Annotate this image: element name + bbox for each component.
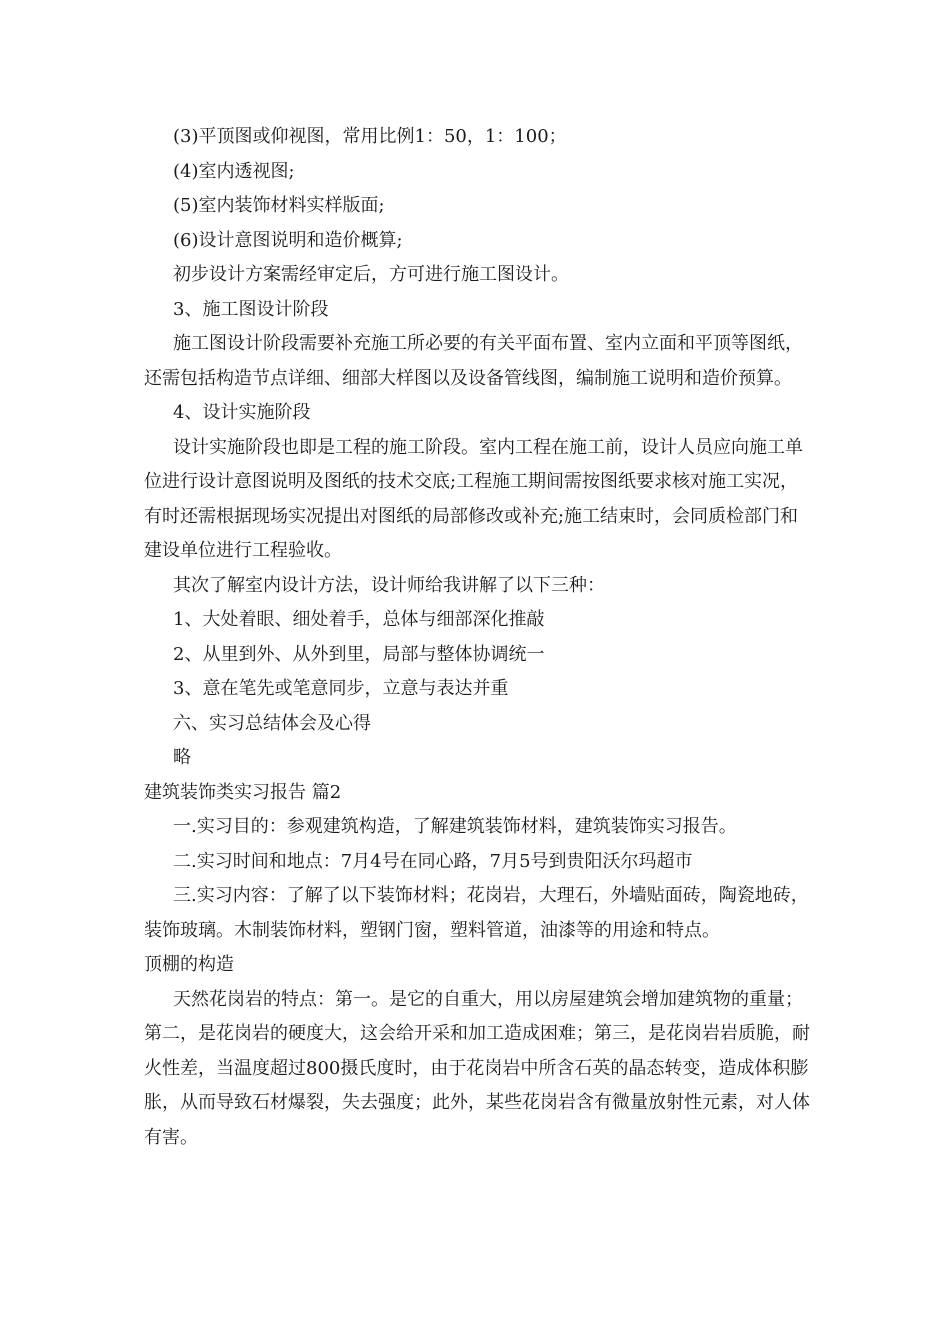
paragraph: 其次了解室内设计方法，设计师给我讲解了以下三种： <box>173 574 605 596</box>
paragraph: (5)室内装饰材料实样版面; <box>173 195 385 216</box>
paragraph: 天然花岗岩的特点：第一。是它的自重大，用以房屋建筑会增加建筑物的重量；第二，是花岗岩的硬度大，这会给开采和加工造成困难；第三，是花岗岩岩质脆，耐火性差，当温度超过800摄氏度时，由于花岗岩中所含石英的晶态转变，造成体积膨胀，从而导致石材爆裂，失去强度；此外，某些花岗岩含有微量放射性元素，对人体有害。 <box>144 988 810 1148</box>
report-title: 建筑装饰类实习报告 篇2 <box>144 781 342 803</box>
paragraph: 施工图设计阶段需要补充施工所必要的有关平面布置、室内立面和平顶等图纸，还需包括构造节点详细、细部大样图以及设备管线图，编制施工说明和造价预算。 <box>144 333 803 389</box>
document-body <box>144 120 814 1155</box>
paragraph: 一.实习目的：参观建筑构造，了解建筑装饰材料，建筑装饰实习报告。 <box>173 816 737 837</box>
paragraph: (4)室内透视图; <box>173 160 295 182</box>
section-heading: 六、实习总结体会及心得 <box>173 712 371 734</box>
paragraph: 设计实施阶段也即是工程的施工阶段。室内工程在施工前，设计人员应向施工单位进行设计意图说明及图纸的技术交底;工程施工期间需按图纸要求核对施工实况，有时还需根据现场实况提出对图纸的局部修改或补充;施工结束时，会同质检部门和建设单位进行工程验收。 <box>144 436 803 561</box>
paragraph: (3)平顶图或仰视图，常用比例1：50，1：100； <box>173 126 567 147</box>
paragraph: 二.实习时间和地点：7月4号在同心路，7月5号到贵阳沃尔玛超市 <box>173 850 693 872</box>
list-item: 1、大处着眼、细处着手，总体与细部深化推敲 <box>173 609 545 630</box>
paragraph: (6)设计意图说明和造价概算; <box>173 229 403 251</box>
paragraph: 三.实习内容：了解了以下装饰材料；花岗岩，大理石，外墙贴面砖，陶瓷地砖，装饰玻璃。木制装饰材料，塑钢门窗，塑料管道，油漆等的用途和特点。 <box>144 885 809 941</box>
section-heading: 3、施工图设计阶段 <box>173 298 329 320</box>
section-heading: 4、设计实施阶段 <box>173 402 311 423</box>
paragraph: 初步设计方案需经审定后，方可进行施工图设计。 <box>173 264 569 285</box>
list-item: 2、从里到外、从外到里，局部与整体协调统一 <box>173 643 545 665</box>
list-item: 3、意在笔先或笔意同步，立意与表达并重 <box>173 678 509 699</box>
section-heading: 顶棚的构造 <box>144 954 234 975</box>
paragraph: 略 <box>173 747 191 768</box>
